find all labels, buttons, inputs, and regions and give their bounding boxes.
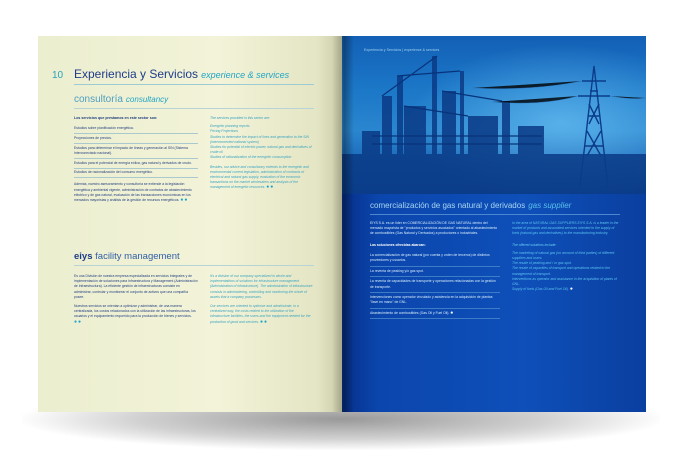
facility-column-en <box>210 274 314 325</box>
services-heading: Los servicios que prestamos en este sector son: <box>74 116 158 120</box>
solution-item-en: The resale of capacities of transport and operations related to the management of transport. <box>512 266 611 276</box>
service-item: Proyecciones de precios. <box>74 134 198 144</box>
section-title-en: consultancy <box>125 95 169 104</box>
services-heading-en: The services provided in this sector are: <box>210 116 270 120</box>
refinery-illustration <box>342 36 646 194</box>
breadcrumb: Experiencia y Servicios | experience & services <box>364 48 440 52</box>
facility-paragraph <box>74 304 198 325</box>
dots-ornament: ● <box>569 286 574 293</box>
section-title-es: consultoría <box>74 94 123 105</box>
gas-title-es: comercialización de gas natural y derivados <box>370 201 526 210</box>
gas-intro-en: In the area of NATURAL GAS SUPPLIERS EIYS S.A. is a leader in the market of products and associated services oriented to the supply of fuels (natural gas and derivatives) to the manufacturing industry. <box>512 221 619 236</box>
section-title-consultancy <box>74 94 168 105</box>
gas-intro: EIYS S.A. es un líder en COMERCIALIZACIÓN DE GAS NATURAL dentro del mercado mayorista de "productos y servicios asociados" orientado al abastecimiento de combustibles (Gas Natural y Derivados) a productores o industriales. <box>370 221 498 236</box>
gas-title-en: gas supplier <box>528 201 572 210</box>
facility-column-es <box>74 274 198 325</box>
dots-ornament: ● <box>450 309 455 316</box>
eiys-logo: eiys <box>74 251 93 262</box>
dots-ornament: ●● <box>259 318 269 325</box>
solution-item-text: Abastecimiento de combustibles (Gas Oil y Fuel Oil). <box>370 310 450 315</box>
facility-divider <box>74 265 314 266</box>
page-title <box>74 67 289 81</box>
facility-paragraph-en-text: Our services are oriented to optimize and administrate, in a centralized way, the costs related to the utilization of the infrastructure facilities, the users and the equipment needed for the production of good and services. <box>210 304 311 324</box>
solutions-heading: Las soluciones ofrecidas abarcan: <box>370 242 426 247</box>
solution-item: Intervenciones como operador vinculado y asistencia en la adquisición de plantas "llave en mano" de GNL. <box>370 293 500 309</box>
page-title-en: experience & services <box>201 70 290 80</box>
solution-item: La comercialización de gas natural (por cuenta y orden de terceros) de distintos proveedores y usuarios. <box>370 251 500 267</box>
gas-column-es <box>370 221 500 319</box>
services-column-es <box>74 116 198 203</box>
facility-paragraph: Es una División de nuestra empresa especializada en servicios Integrales y de implementación de soluciones para Infraestructura y Management (Administración de Infraestructura). La eficiente gestión de infraestructuras consiste en administrar, controlar y monitorear el conjunto de activos que una compañía posee. <box>74 274 198 299</box>
consultancy-paragraph-en <box>210 165 314 191</box>
section-divider <box>74 108 314 109</box>
facility-title-text: facility management <box>95 251 180 262</box>
service-item-en: Energetic planning reports <box>210 124 250 129</box>
solution-item-en: The resale of peaking and / or gas spot. <box>512 261 572 266</box>
service-item-en: Studies to determine the impact of lines and generation to the SIN (interconnected national system) <box>210 134 309 144</box>
service-item: Estudios para determinar el impacto de líneas y generación al SIN (Sistema Interconectado nacional). <box>74 144 198 159</box>
service-item: Estudios sobre planificación energética. <box>74 124 198 134</box>
solution-item: La reventa de peaking y/o gas spot. <box>370 267 500 278</box>
service-item-en: Pricing Projections <box>210 129 239 134</box>
gas-divider <box>370 214 620 215</box>
dots-ornament: ●● <box>266 184 275 191</box>
facility-paragraph-en <box>210 304 314 325</box>
facility-management-title <box>74 251 180 262</box>
dots-ornament: ●● <box>180 197 189 203</box>
solution-item <box>370 309 500 320</box>
service-item: Estudios de racionalización del consumo energético. <box>74 169 198 179</box>
service-item: Estudios para el potencial de energía eólica, gas natural y derivados de crudo. <box>74 159 198 169</box>
left-page <box>38 36 342 412</box>
services-column-en <box>210 116 314 191</box>
service-item-en: Studies for potential of electric power, natural gas and derivatives of crude oil <box>210 145 312 155</box>
solutions-heading-en: The offered solutions include: <box>512 242 557 247</box>
gas-supplier-title <box>370 201 571 210</box>
open-brochure <box>38 36 650 416</box>
consultancy-paragraph-text: Además, nuestro asesoramiento y consultoría se extiende a la legislación energética y ambiental vigente, administración de contratos de abastecimiento eléctrico y de gas natural, evaluación de las transacciones económicas en los mercados mayoristas y análisis de la gestión de recursos energéticos. <box>74 182 192 202</box>
solution-item-en: Interventions as operator and assistance in the acquisition of plants of GNL. <box>512 276 617 287</box>
consultancy-paragraph-en-text: Besides, our advice and consultancy extends to the energetic and environmental current legislation, administration of contracts of electrical and natural gas supply, evaluation of the economic transactions on the market wholesalers and analysis of the management of energetic resources. <box>210 164 309 190</box>
title-divider <box>74 84 314 85</box>
facility-paragraph-text: Nuestros servicios se orientan a optimizar y administrar, de una manera centralizada, los costos relacionados con la utilización de las infraestructuras, los usuarios y el equipamiento requerido para la producción de bienes y servicios. <box>74 304 196 319</box>
book-spine <box>332 36 354 412</box>
solution-item-en: The marketing of natural gas (on account of third parties) of different suppliers and users. <box>512 250 615 261</box>
solution-item-en-text: Supply of fuels (Gas Oil and Fuel Oil). <box>512 287 569 292</box>
facility-paragraph-en: It's a division of our company specialized in whole and implementations of solutions for infrastructure management (Administration of infrastructure). The administration of infrastructure consists in administering, controlling and monitoring the whole of assets that a company possesses. <box>210 274 313 299</box>
service-item-en: Studies of rationalization of the energetic consumption <box>210 155 292 160</box>
gas-column-en <box>512 221 620 292</box>
consultancy-paragraph <box>74 182 198 203</box>
solution-item: La reventa de capacidades de transporte y operaciones relacionadas con la gestión de transporte. <box>370 277 500 293</box>
right-page <box>342 36 646 412</box>
page-number: 10 <box>52 70 64 81</box>
industrial-plant-photo <box>342 36 646 194</box>
page-title-es: Experiencia y Servicios <box>74 67 199 81</box>
dots-ornament: ●● <box>74 318 83 325</box>
solution-item-en <box>512 287 620 292</box>
